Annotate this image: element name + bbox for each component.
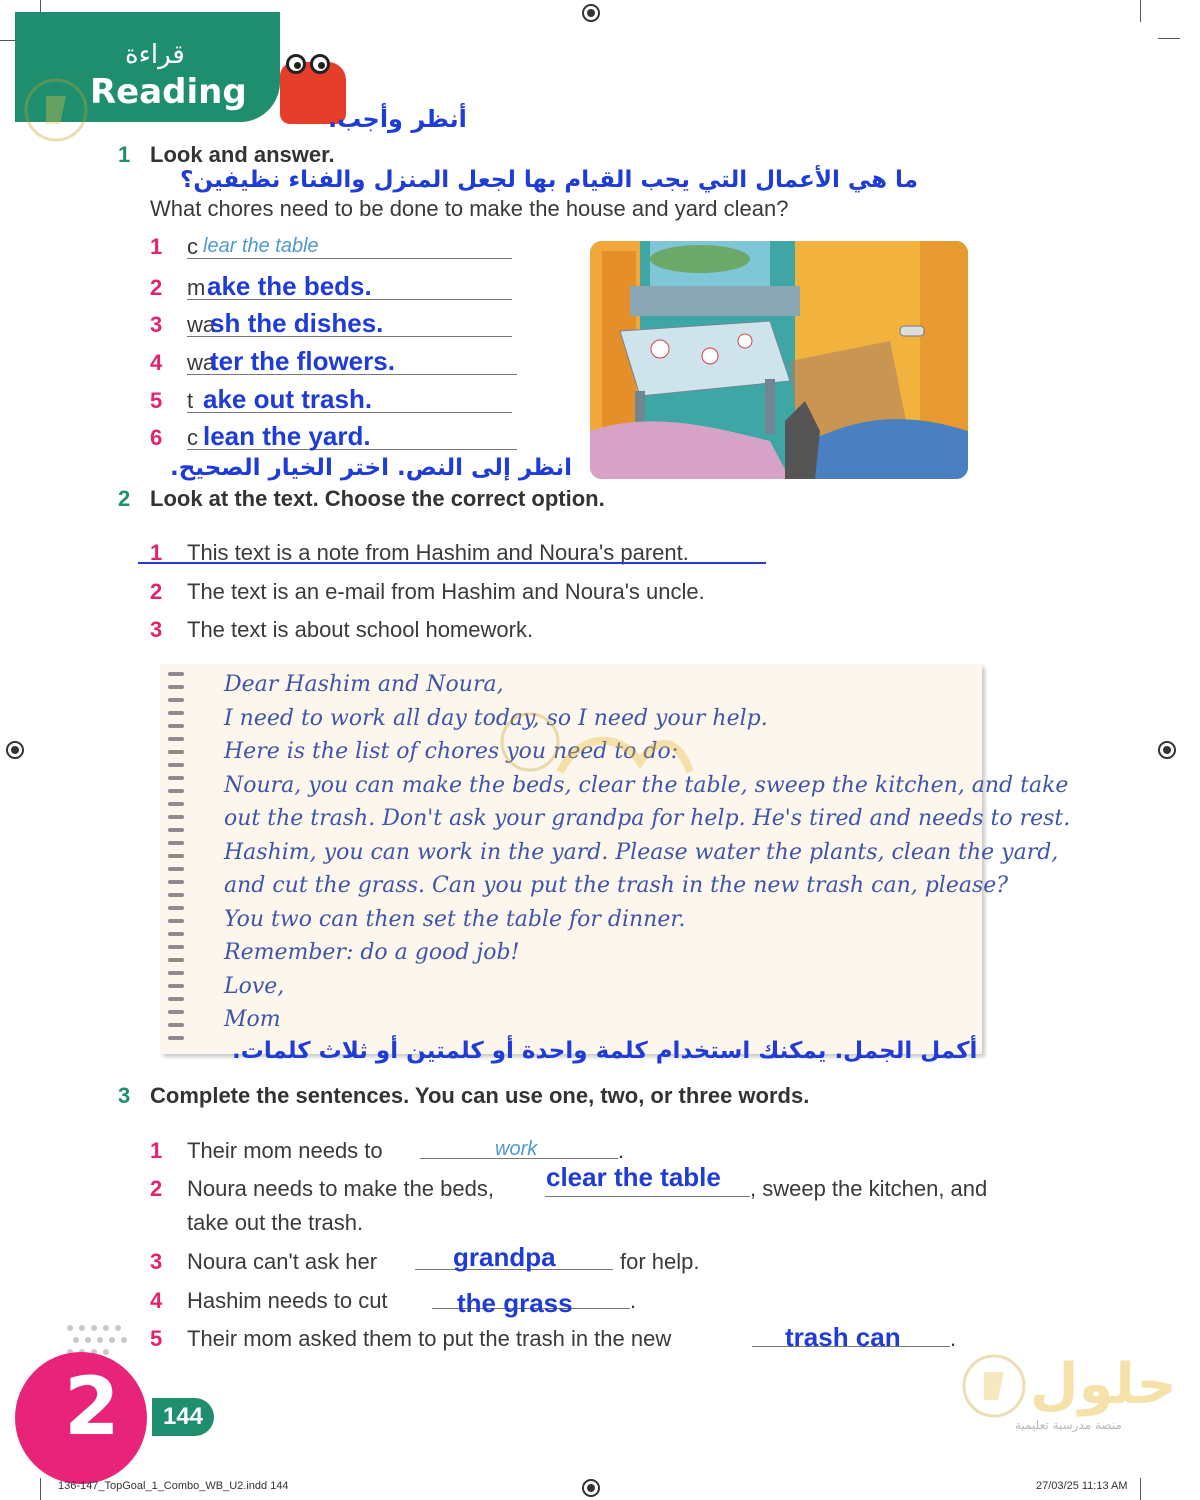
sentence-end: . [630, 1288, 637, 1313]
chore-answer: ter the flowers. [210, 346, 395, 376]
spiral-ring [168, 893, 184, 897]
answer-text: the grass [457, 1288, 573, 1318]
chore-prefix: c [187, 425, 198, 450]
chore-prefix: wa [187, 312, 216, 337]
crop-mark [1158, 38, 1180, 39]
spiral-ring [168, 880, 184, 884]
sentence-end: , sweep the kitchen, and [750, 1176, 988, 1201]
answer-text: work [495, 1138, 538, 1160]
section1-question: What chores need to be done to make the house and yard clean? [150, 196, 789, 221]
section2-number: 2 [118, 486, 131, 511]
section1-arabic-question: ما هي الأعمال التي يجب القيام بها لجعل المنزل والفناء نظيفين؟ [180, 167, 918, 193]
chore-prefix: m [187, 275, 206, 300]
chore-answer: ake out trash. [203, 384, 373, 414]
section3-title: Complete the sentences. You can use one, two, or three words. [150, 1083, 810, 1108]
letter-line: Mom [224, 1007, 281, 1032]
sentence-end: for help. [620, 1249, 700, 1274]
spiral-ring [168, 932, 184, 936]
answer-text: clear the table [546, 1162, 721, 1192]
footer-date: 27/03/25 11:13 AM [1036, 1480, 1128, 1492]
letter-line: I need to work all day today, so I need your help. [224, 705, 768, 731]
letter-line: You two can then set the table for dinner. [224, 906, 686, 932]
sentence-end: . [618, 1138, 625, 1163]
spiral-ring [168, 919, 184, 923]
watermark-center-icon [500, 712, 700, 792]
spiral-ring [168, 971, 184, 975]
chore-number: 6 [150, 425, 163, 450]
answer-blank [545, 1196, 750, 1197]
spiral-ring [168, 685, 184, 689]
option-number: 2 [150, 579, 163, 604]
spiral-ring [168, 789, 184, 793]
sentence-end: . [950, 1326, 957, 1351]
spiral-ring [168, 841, 184, 845]
letter-line: Here is the list of chores you need to do: [224, 739, 679, 764]
sentence-text: Noura needs to make the beds, [187, 1176, 494, 1201]
spiral-ring [168, 997, 184, 1001]
answer-text: grandpa [453, 1242, 556, 1272]
spiral-ring [168, 763, 184, 767]
chore-prefix: wa [187, 350, 216, 375]
spiral-ring [168, 776, 184, 780]
letter-line: Dear Hashim and Noura, [224, 672, 504, 697]
spiral-ring [168, 815, 184, 819]
section2-arabic-instruction: انظر إلى النص. اختر الخيار الصحيح. [170, 455, 573, 481]
spiral-ring [168, 802, 184, 806]
letter-line: Hashim, you can work in the yard. Please water the plants, clean the yard, [224, 839, 1059, 865]
watermark-bottom-icon [960, 1352, 1040, 1422]
spiral-ring [168, 724, 184, 728]
item-number: 4 [150, 1288, 163, 1313]
sentence-text: Their mom asked them to put the trash in the new [187, 1326, 672, 1351]
option-text[interactable]: The text is about school homework. [187, 617, 534, 642]
spiral-ring [168, 828, 184, 832]
letter-line: and cut the grass. Can you put the trash in the new trash can, please? [224, 873, 1009, 898]
tab-title: Reading [90, 72, 247, 112]
letter-line: out the trash. Don't ask your grandpa for help. He's tired and needs to rest. [224, 806, 1071, 831]
chore-answer: sh the dishes. [210, 308, 384, 338]
spiral-ring [168, 1036, 184, 1040]
chore-number: 2 [150, 275, 163, 300]
spiral-ring [168, 945, 184, 949]
registration-mark [1158, 741, 1176, 759]
option-number: 3 [150, 617, 163, 642]
spiral-ring [168, 1010, 184, 1014]
spiral-ring [168, 1023, 184, 1027]
chore-answer: ake the beds. [207, 271, 372, 301]
option-text[interactable]: This text is a note from Hashim and Noura's parent. [187, 540, 689, 565]
crop-mark [40, 1478, 41, 1500]
spiral-ring [168, 984, 184, 988]
spiral-ring [168, 854, 184, 858]
crop-mark [1140, 1478, 1141, 1500]
sentence-text: Hashim needs to cut [187, 1288, 388, 1313]
spiral-ring [168, 737, 184, 741]
spiral-ring [168, 867, 184, 871]
item-number: 3 [150, 1249, 163, 1274]
spiral-ring [168, 750, 184, 754]
sentence-continuation: take out the trash. [187, 1210, 364, 1235]
tab-arabic-title: قراءة [125, 40, 185, 70]
watermark-logo-text: حلول [1030, 1352, 1177, 1417]
option-number: 1 [150, 540, 163, 565]
chore-number: 5 [150, 388, 163, 413]
page-number: 144 [152, 1398, 214, 1436]
messy-room-illustration [590, 241, 968, 479]
section1-arabic-instruction: أنظر وأجب. [328, 105, 467, 133]
spiral-ring [168, 906, 184, 910]
registration-mark [582, 4, 600, 22]
spiral-ring [168, 672, 184, 676]
spiral-ring [168, 958, 184, 962]
footer-file: 136-147_TopGoal_1_Combo_WB_U2.indd 144 [58, 1480, 289, 1492]
chore-answer: lear the table [203, 235, 319, 257]
letter-line: Love, [224, 973, 285, 999]
item-number: 1 [150, 1138, 163, 1163]
section2-title: Look at the text. Choose the correct option. [150, 486, 605, 511]
unit-number: 2 [64, 1360, 120, 1453]
crop-mark [1140, 0, 1141, 22]
section3-number: 3 [118, 1083, 131, 1108]
item-number: 2 [150, 1176, 163, 1201]
spiral-ring [168, 711, 184, 715]
chore-number: 4 [150, 350, 163, 375]
option-text[interactable]: The text is an e-mail from Hashim and Noura's uncle. [187, 579, 705, 604]
letter-line: Noura, you can make the beds, clear the table, sweep the kitchen, and take [224, 772, 1069, 798]
chore-prefix: c [187, 234, 198, 259]
letter-line: Remember: do a good job! [224, 940, 520, 965]
registration-mark [6, 741, 24, 759]
chore-number: 1 [150, 234, 163, 259]
watermark-tagline: منصة مدرسية تعليمية [1015, 1418, 1122, 1432]
chore-answer: lean the yard. [203, 421, 371, 451]
section1-title: Look and answer. [150, 142, 335, 167]
section1-number: 1 [118, 142, 131, 167]
section3-arabic-instruction: أكمل الجمل. يمكنك استخدام كلمة واحدة أو كلمتين أو ثلاث كلمات. [232, 1038, 978, 1064]
sentence-text: Noura can't ask her [187, 1249, 378, 1274]
sentence-text: Their mom needs to [187, 1138, 383, 1163]
chore-prefix: t [187, 388, 194, 413]
selected-option-underline [138, 562, 766, 564]
answer-text: trash can [785, 1322, 901, 1352]
item-number: 5 [150, 1326, 163, 1351]
spiral-ring [168, 698, 184, 702]
registration-mark [582, 1479, 600, 1497]
answer-line [187, 258, 512, 259]
chore-number: 3 [150, 312, 163, 337]
